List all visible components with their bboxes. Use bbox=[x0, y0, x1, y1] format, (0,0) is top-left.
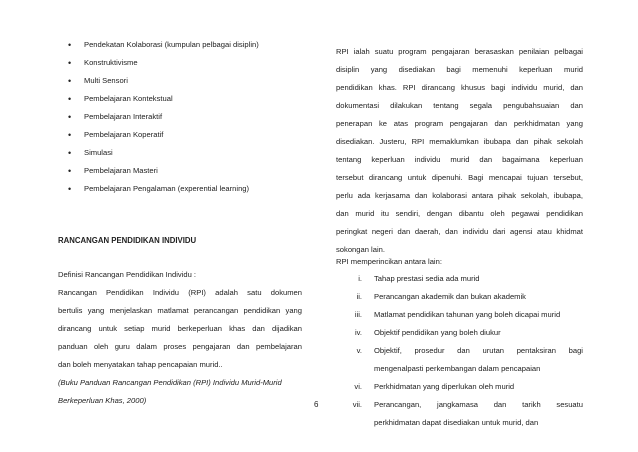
paragraph-line: dokumentasi dilakukan tentang segala pengubahsuaian dan bbox=[336, 101, 583, 110]
bullet-item: • Pembelajaran Kontekstual bbox=[58, 90, 310, 108]
bullet-item: • Pendekatan Kolaborasi (kumpulan pelbagai disiplin) bbox=[58, 36, 310, 54]
list-item-text: mengenalpasti perkembangan dalam pencapaian bbox=[374, 364, 541, 373]
paragraph-line: dan boleh menyatakan tahap pencapaian murid.. bbox=[58, 360, 223, 369]
paragraph-line: tentang keperluan individu murid dan bagaimana keperluan bbox=[336, 155, 583, 164]
bullet-icon: • bbox=[68, 148, 72, 158]
paragraph-line: panduan oleh guru dalam proses pengajaran dan pembelajaran bbox=[58, 342, 302, 351]
list-item-text: Objektif pendidikan yang boleh diukur bbox=[374, 328, 501, 337]
bullet-icon: • bbox=[68, 76, 72, 86]
paragraph-line: dirancang untuk setiap murid berkeperluan khas dan dijadikan bbox=[58, 324, 302, 333]
list-item bbox=[336, 270, 583, 288]
paragraph-line: dan murid itu sendiri, dengan dibantu oleh pegawai pendidikan bbox=[336, 209, 583, 218]
list-item bbox=[336, 324, 583, 342]
list-item-text: Perkhidmatan yang diperlukan oleh murid bbox=[374, 382, 515, 391]
list-number: iv. bbox=[354, 328, 362, 337]
bullet-item: • Pembelajaran Koperatif bbox=[58, 126, 310, 144]
paragraph-line: perlu ada kerjasama dan kolaborasi antara pihak sekolah, ibubapa, bbox=[336, 191, 583, 200]
page-number: 6 bbox=[314, 400, 319, 409]
section-heading: RANCANGAN PENDIDIKAN INDIVIDU bbox=[58, 236, 197, 245]
bullet-icon: • bbox=[68, 166, 72, 176]
list-item-text: Perancangan, jangkamasa dan tarikh sesuatu bbox=[374, 400, 583, 409]
citation-line: (Buku Panduan Rancangan Pendidikan (RPI) Individu Murid-Murid bbox=[58, 378, 282, 387]
paragraph-line: pendidikan khas. RPI dirancang khusus bagi individu murid, dan bbox=[336, 83, 583, 92]
definition-paragraph bbox=[58, 284, 302, 410]
paragraph-line: sokongan lain. bbox=[336, 245, 385, 254]
list-item-text: Matlamat pendidikan tahunan yang boleh dicapai murid bbox=[374, 310, 561, 319]
approach-bullet-list bbox=[58, 36, 310, 198]
list-number: v. bbox=[356, 346, 362, 355]
paragraph-line: Rancangan Pendidikan Individu (RPI) adalah satu dokumen bbox=[58, 288, 302, 297]
list-number: ii. bbox=[356, 292, 362, 301]
paragraph-line: disediakan. Justeru, RPI memaklumkan ibubapa dan pihak sekolah bbox=[336, 137, 583, 146]
list-item bbox=[336, 396, 583, 432]
bullet-item: • Konstruktivisme bbox=[58, 54, 310, 72]
bullet-item: • Pembelajaran Masteri bbox=[58, 162, 310, 180]
bullet-item: • Simulasi bbox=[58, 144, 310, 162]
paragraph-line: penerapan ke atas program pengajaran dan perkhidmatan yang bbox=[336, 119, 583, 128]
bullet-item: • Multi Sensori bbox=[58, 72, 310, 90]
list-item-text: Perancangan akademik dan bukan akademik bbox=[374, 292, 526, 301]
list-number: vii. bbox=[352, 400, 362, 409]
list-item bbox=[336, 378, 583, 396]
list-item bbox=[336, 342, 583, 378]
bullet-icon: • bbox=[68, 58, 72, 68]
paragraph-line: RPI ialah suatu program pengajaran berasaskan penilaian pelbagai bbox=[336, 47, 583, 56]
rpi-paragraph bbox=[336, 43, 583, 259]
list-item bbox=[336, 288, 583, 306]
bullet-icon: • bbox=[68, 112, 72, 122]
list-item bbox=[336, 306, 583, 324]
bullet-icon: • bbox=[68, 40, 72, 50]
list-item-text: Tahap prestasi sedia ada murid bbox=[374, 274, 480, 283]
bullet-item: • Pembelajaran Pengalaman (experential learning) bbox=[58, 180, 310, 198]
citation-line: Berkeperluan Khas, 2000) bbox=[58, 396, 147, 405]
bullet-item: • Pembelajaran Interaktif bbox=[58, 108, 310, 126]
paragraph-line: tersebut dirancang untuk dipenuhi. Bagi mencapai tujuan tersebut, bbox=[336, 173, 583, 182]
bullet-icon: • bbox=[68, 184, 72, 194]
list-number: iii. bbox=[354, 310, 362, 319]
list-item-text: perkhidmatan dapat disediakan untuk murid, dan bbox=[374, 418, 539, 427]
list-intro: RPI memperincikan antara lain: bbox=[336, 257, 442, 266]
list-item-text: Objektif, prosedur dan urutan pentaksiran bagi bbox=[374, 346, 583, 355]
paragraph-line: peringkat negeri dan daerah, dan individu dari agensi atau khidmat bbox=[336, 227, 583, 236]
definition-label: Definisi Rancangan Pendidikan Individu : bbox=[58, 270, 197, 279]
list-number: i. bbox=[358, 274, 362, 283]
left-column bbox=[58, 36, 310, 405]
bullet-icon: • bbox=[68, 94, 72, 104]
list-number: vi. bbox=[354, 382, 362, 391]
paragraph-line: bertulis yang menjelaskan matlamat perancangan pendidikan yang bbox=[58, 306, 302, 315]
rpi-details-list bbox=[336, 270, 583, 432]
bullet-icon: • bbox=[68, 130, 72, 140]
paragraph-line: disiplin yang disediakan bagi memenuhi keperluan murid bbox=[336, 65, 583, 74]
